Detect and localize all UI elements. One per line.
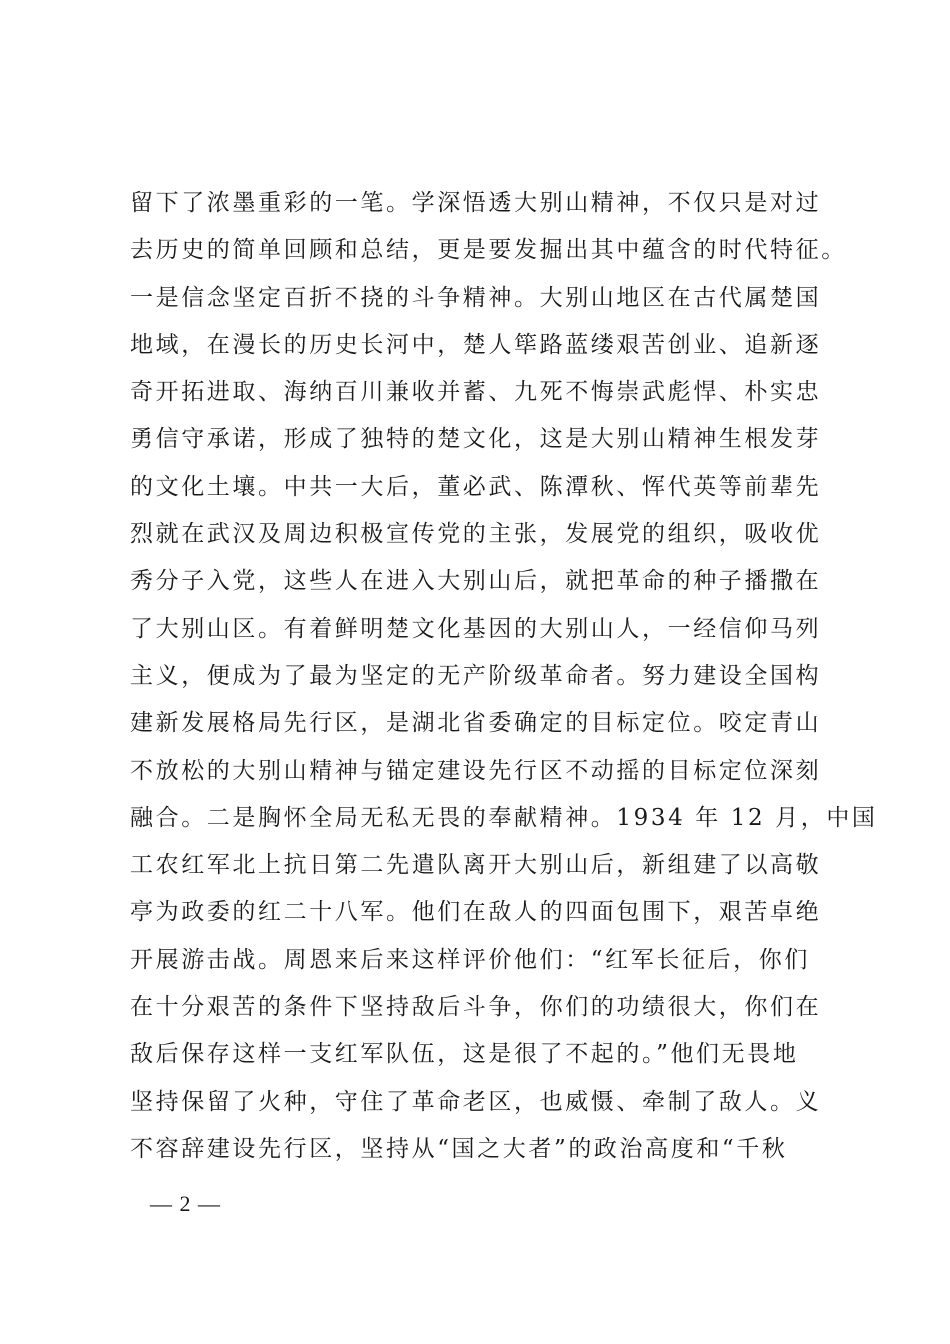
text-line: 工农红军北上抗日第二先遣队离开大别山后，新组建了以高敬	[130, 852, 822, 879]
text-line: 了大别山区。有着鲜明楚文化基因的大别山人，一经信仰马列	[130, 615, 822, 642]
text-line: 一是信念坚定百折不挠的斗争精神。大别山地区在古代属楚国	[130, 284, 822, 311]
text-line: 去历史的简单回顾和总结，更是要发掘出其中蕴含的时代特征。	[130, 237, 847, 264]
page-number: — 2 —	[150, 1191, 221, 1216]
text-line: 不容辞建设先行区，坚持从“国之大者”的政治高度和“千秋	[130, 1135, 788, 1162]
text-line: 敌后保存这样一支红军队伍，这是很了不起的。”他们无畏地	[130, 1041, 799, 1068]
text-line: 亭为政委的红二十八军。他们在敌人的四面包围下，艰苦卓绝	[130, 899, 822, 926]
text-line: 的文化土壤。中共一大后，董必武、陈潭秋、恽代英等前辈先	[130, 473, 822, 500]
text-line: 秀分子入党，这些人在进入大别山后，就把革命的种子播撒在	[130, 568, 822, 595]
text-line: 开展游击战。周恩来后来这样评价他们：“红军长征后，你们	[130, 946, 810, 973]
text-line: 烈就在武汉及周边积极宣传党的主张，发展党的组织，吸收优	[130, 521, 822, 548]
body-text	[130, 180, 878, 1173]
text-line: 奇开拓进取、海纳百川兼收并蓄、九死不悔崇武彪悍、朴实忠	[130, 379, 822, 406]
text-line: 主义，便成为了最为坚定的无产阶级革命者。努力建设全国构	[130, 662, 822, 689]
text-line: 建新发展格局先行区，是湖北省委确定的目标定位。咬定青山	[130, 710, 822, 737]
text-line: 坚持保留了火种，守住了革命老区，也威慑、牵制了敌人。义	[130, 1088, 822, 1115]
text-line: 融合。二是胸怀全局无私无畏的奉献精神。1934 年 12 月，中国	[130, 804, 878, 831]
text-line: 不放松的大别山精神与锚定建设先行区不动摇的目标定位深刻	[130, 757, 822, 784]
text-line: 地域，在漫长的历史长河中，楚人筚路蓝缕艰苦创业、追新逐	[130, 331, 822, 358]
text-line: 勇信守承诺，形成了独特的楚文化，这是大别山精神生根发芽	[130, 426, 822, 453]
text-line: 留下了浓墨重彩的一笔。学深悟透大别山精神，不仅只是对过	[130, 190, 822, 216]
text-line: 在十分艰苦的条件下坚持敌后斗争，你们的功绩很大，你们在	[130, 994, 822, 1021]
